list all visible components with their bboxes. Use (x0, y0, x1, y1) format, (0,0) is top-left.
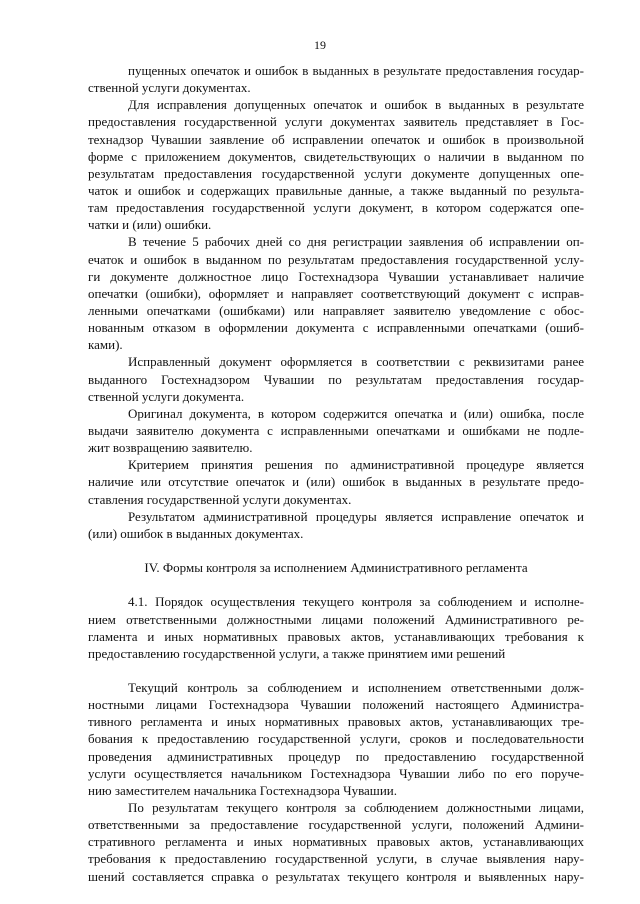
blank-line (88, 662, 584, 679)
blank-line (88, 576, 584, 593)
text-line: Оригинал документа, в котором содержится опечатка и (или) ошибка, после (128, 405, 584, 421)
text-line: требования к предоставлению государственной услуги, в случае выявления нару- (88, 851, 584, 867)
text-line: опечатки (ошибки), оформляет и направляет соответствующий документ с исправ- (88, 285, 584, 301)
document-body (88, 62, 584, 885)
text-line: нованным отказом в оформлении документа с исправленными опечатками (ошиб- (88, 320, 584, 336)
text-line: результатам предоставления государственной услуги документе допущенных опе- (88, 165, 584, 181)
text-line: нию заместителем начальника Гостехнадзора Чувашии. (88, 782, 397, 798)
text-line: там предоставления государственной услуги документ, в котором содержатся опе- (88, 200, 584, 216)
text-line: Результатом административной процедуры является исправление опечаток и (128, 508, 584, 524)
text-line: Текущий контроль за соблюдением и исполнением ответственными долж- (128, 680, 584, 696)
text-line: проведения административных процедур по предоставлению государственной (88, 748, 584, 764)
text-line: Исправленный документ оформляется в соответствии с реквизитами ранее (128, 354, 584, 370)
text-line: нием ответственными должностными лицами положений Административного ре- (88, 611, 584, 627)
text-line: тивного регламента и иных нормативных правовых актов, устанавливающих тре- (88, 714, 584, 730)
section-heading: IV. Формы контроля за исполнением Административного регламента (144, 560, 528, 576)
text-line: ственной услуги документа. (88, 388, 245, 404)
text-line: выдачи заявителю документа с исправленными опечатками и ошибками не подле- (88, 422, 584, 438)
text-line: Для исправления допущенных опечаток и ошибок в выданных в результате (128, 97, 584, 113)
blank-line (88, 542, 584, 559)
text-line: По результатам текущего контроля за соблюдением должностными лицами, (128, 800, 584, 816)
text-line: жит возвращению заявителю. (88, 440, 253, 456)
text-line: ностными лицами Гостехнадзора Чувашии положений настоящего Администра- (88, 697, 584, 713)
text-line: ответственными за предоставление государственной услуги, положений Админи- (88, 817, 584, 833)
text-line: бования к предоставлению государственной услуги, сроков и последовательности (88, 731, 584, 747)
text-line: ственной услуги документах. (88, 80, 251, 96)
page-number: 19 (314, 38, 326, 52)
text-line: выданного Гостехнадзором Чувашии по результатам предоставления государ- (88, 371, 584, 387)
text-line: предоставления государственной услуги документах заявитель представляет в Гос- (88, 114, 584, 130)
text-line: услуги осуществляется начальником Гостехнадзора Чувашии либо по его поруче- (88, 765, 584, 781)
text-line: 4.1. Порядок осуществления текущего контроля за соблюдением и исполне- (128, 594, 584, 610)
text-line: пущенных опечаток и ошибок в выданных в результате предоставления государ- (128, 63, 584, 78)
text-line: чатки и (или) ошибки. (88, 217, 212, 233)
text-line: ги документе должностное лицо Гостехнадзора Чувашии устанавливает наличие (88, 268, 584, 284)
text-line: гламента и иных нормативных правовых актов, устанавливающих требования к (88, 628, 584, 644)
text-line: форме с приложением документов, свидетельствующих о наличии в выданном по (88, 148, 584, 164)
text-line: стративного регламента и иных нормативных правовых актов, устанавливающих (88, 834, 584, 850)
text-line: ставления государственной услуги документах. (88, 491, 352, 507)
text-line: чаток и ошибок и содержащих правильные данные, а также выданный по результа- (88, 182, 584, 198)
text-line: В течение 5 рабочих дней со дня регистрации заявления об исправлении оп- (128, 234, 584, 250)
text-line: ечаток и ошибок в выданном по результатам предоставления государственной услу- (88, 251, 584, 267)
text-line: наличие или отсутствие опечаток и (или) ошибок в выданных в результате предо- (88, 474, 584, 490)
text-line: (или) ошибок в выданных документах. (88, 525, 304, 541)
text-line: предоставлению государственной услуги, а также принятием ими решений (88, 645, 506, 661)
text-line: Критерием принятия решения по административной процедуре является (128, 457, 584, 473)
text-line: ленными опечатками (ошибками) или направляет заявителю уведомление с обос- (88, 302, 584, 318)
text-line: технадзор Чувашии заявление об исправлении опечаток и ошибок в произвольной (88, 131, 584, 147)
text-line: шений составляется справка о результатах текущего контроля и выявленных нару- (88, 868, 584, 884)
text-line: ками). (88, 337, 123, 353)
